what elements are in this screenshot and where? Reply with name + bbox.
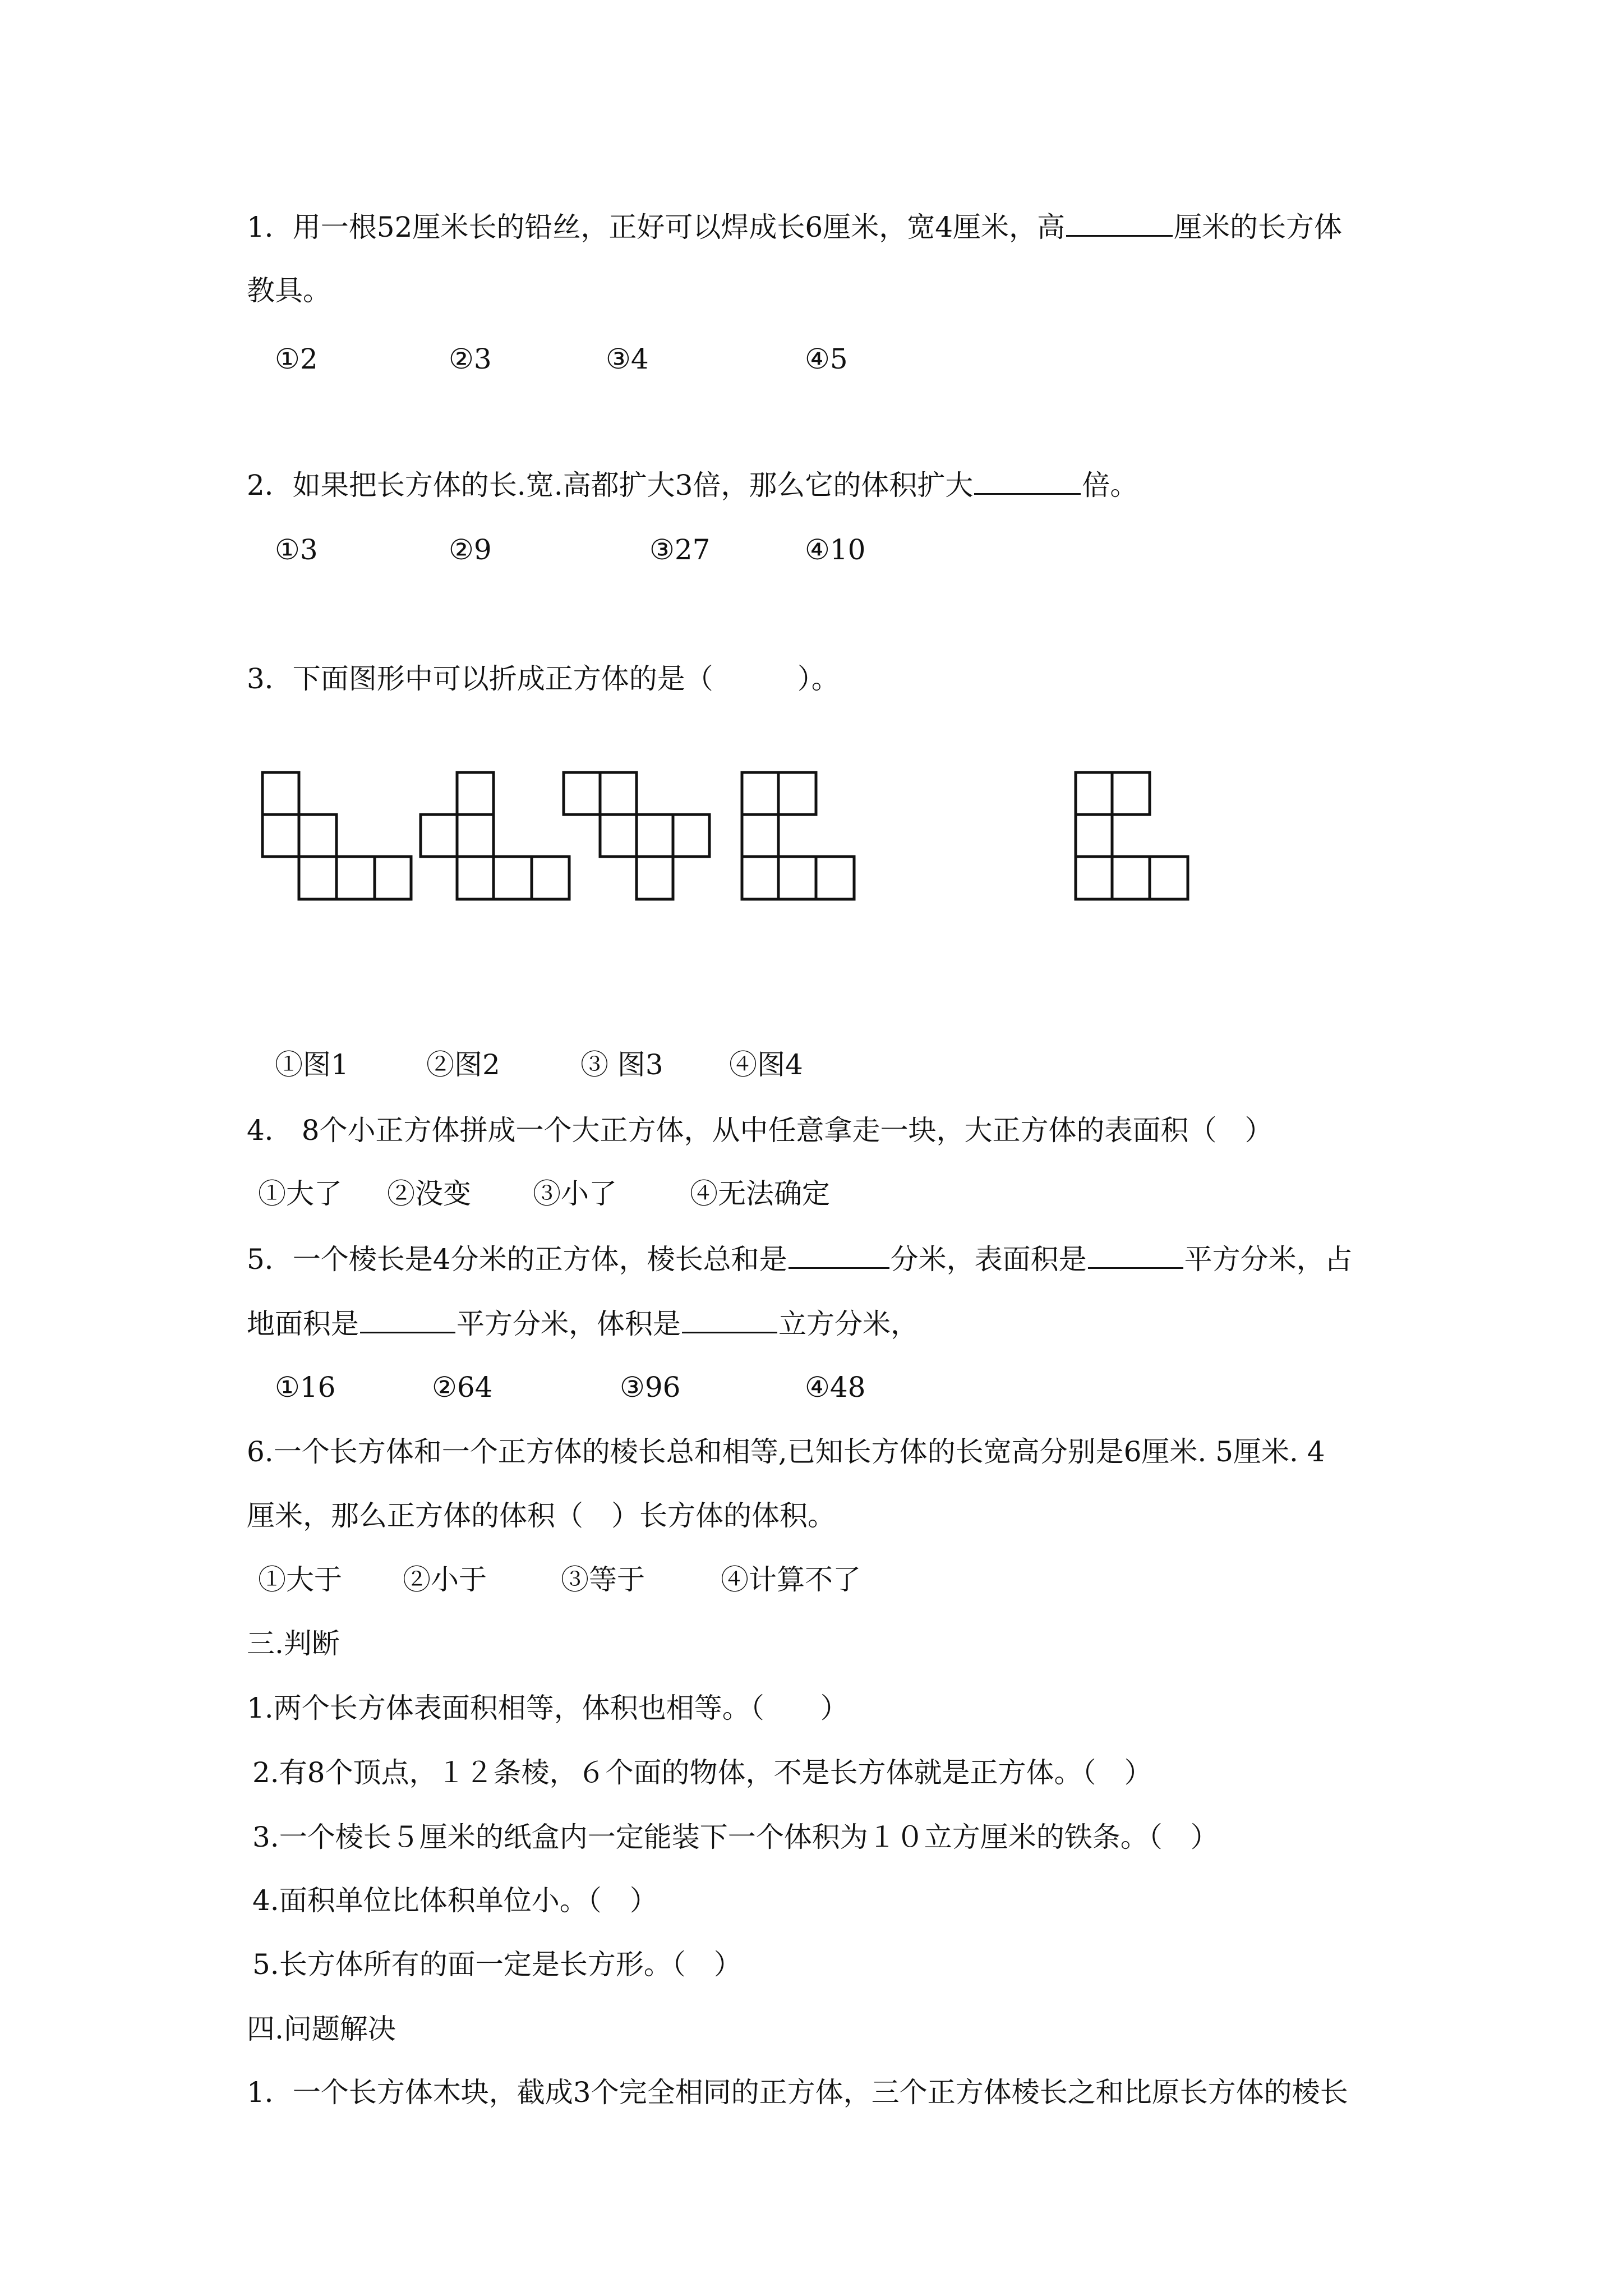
q2-option-1: ①3 [275,533,318,566]
q1-option-1: ①2 [275,343,318,375]
q6-option-1: ①大于 [258,1563,342,1596]
cube-net-5 [1076,772,1188,899]
section4-title: 四.问题解决 [247,2013,396,2045]
q5-line1: 5．一个棱长是4分米的正方体，棱长总和是 分米，表面积是 平方分米，占 [247,1243,1353,1276]
judge-item-3: 3.一个棱长５厘米的纸盒内一定能装下一个体积为１０立方厘米的铁条。（ ） [252,1821,1219,1853]
judge-item-2: 2.有8个顶点，１２条棱，６个面的物体，不是长方体就是正方体。（ ） [252,1756,1152,1789]
q6-line1: 6.一个长方体和一个正方体的棱长总和相等,已知长方体的长宽高分别是6厘米. 5厘米. 4 [247,1435,1325,1468]
q3-option-1: ①图1 [275,1048,349,1081]
q6-option-2: ②小于 [403,1563,487,1596]
q3-option-3: ③ 图3 [580,1048,663,1081]
q5-floor-area-blank[interactable] [360,1307,455,1333]
q2-option-4: ④10 [805,533,866,566]
q2-option-3: ③27 [649,533,711,566]
q1-option-2: ②3 [449,343,492,375]
q5-edge-sum-blank[interactable] [789,1243,889,1269]
q1-option-3: ③4 [606,343,649,375]
section3-title: 三.判断 [247,1627,340,1660]
cube-net-4 [742,772,854,899]
q6-line2: 厘米，那么正方体的体积（ ）长方体的体积。 [247,1499,836,1532]
q5-option-1: ①16 [275,1371,336,1404]
q3-option-4: ④图4 [729,1048,803,1081]
q3-option-2: ②图2 [426,1048,500,1081]
q5-line2: 地面积是 平方分米，体积是 立方分米， [247,1308,919,1340]
q1-line1: 1．用一根52厘米长的铅丝，正好可以焊成长6厘米，宽4厘米，高 厘米的长方体 [247,211,1343,243]
q4-option-2: ②没变 [387,1177,471,1210]
q6-option-3: ③等于 [561,1563,645,1596]
q5-volume-blank[interactable] [682,1307,777,1333]
cube-net-1 [262,772,411,899]
judge-item-5: 5.长方体所有的面一定是长方形。（ ） [252,1948,742,1981]
q5-option-4: ④48 [805,1371,866,1404]
problem-item-1: 1．一个长方体木块，截成3个完全相同的正方体，三个正方体棱长之和比原长方体的棱长 [247,2076,1348,2109]
judge-item-4: 4.面积单位比体积单位小。（ ） [252,1884,658,1917]
q4-option-3: ③小了 [533,1177,617,1210]
cube-net-3 [564,772,709,899]
q5-surface-area-blank[interactable] [1088,1243,1183,1269]
judge-item-1: 1.两个长方体表面积相等，体积也相等。（ ） [247,1692,849,1724]
q4-line1: 4． 8个小正方体拼成一个大正方体，从中任意拿走一块，大正方体的表面积（ ） [247,1114,1273,1147]
q2-line1: 2．如果把长方体的长.宽.高都扩大3倍，那么它的体积扩大 倍。 [247,469,1138,501]
q3-line1: 3．下面图形中可以折成正方体的是（ ）。 [247,662,840,695]
q4-option-1: ①大了 [258,1177,342,1210]
q1-line2: 教具。 [247,274,331,307]
q4-option-4: ④无法确定 [690,1177,830,1210]
cube-net-2 [421,772,569,899]
q2-option-2: ②9 [449,533,492,566]
q1-option-4: ④5 [805,343,848,375]
q5-option-3: ③96 [620,1371,681,1404]
q6-option-4: ④计算不了 [721,1563,861,1596]
q5-option-2: ②64 [432,1371,493,1404]
